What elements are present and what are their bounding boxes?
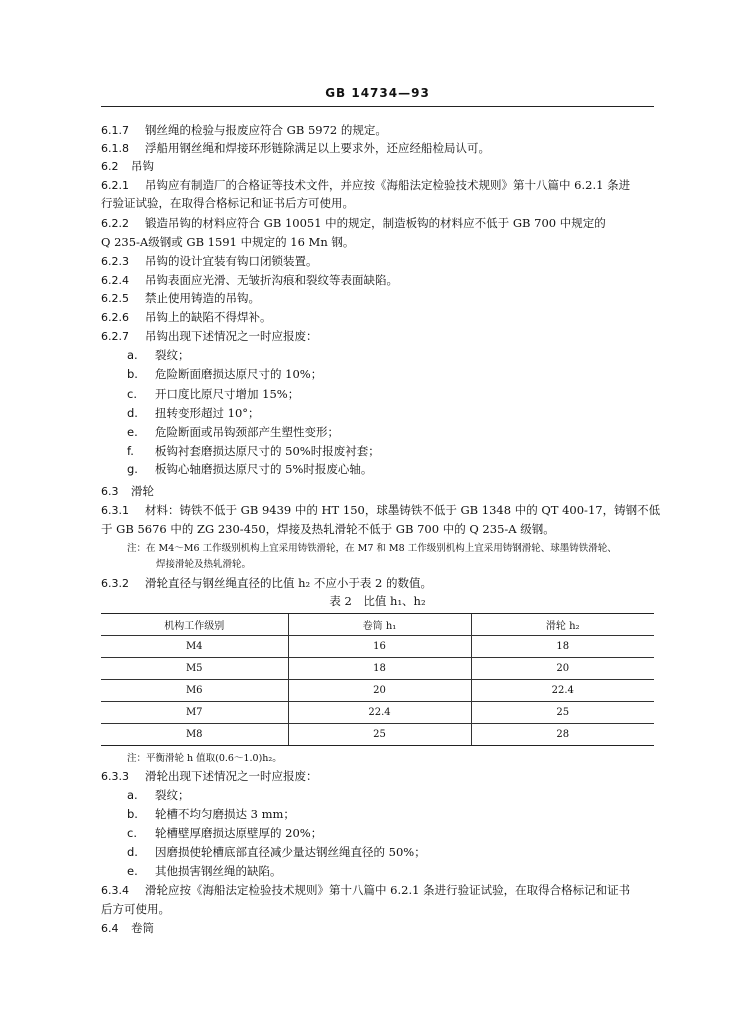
list-item-6-2-7-d: d. 扭转变形超过 10°；: [127, 406, 260, 420]
table-cell: 20: [471, 658, 654, 680]
clause-6-2-2-cont: Q 235-A级钢或 GB 1591 中规定的 16 Mn 钢。: [101, 235, 355, 249]
table-header-cell: 机构工作级别: [101, 614, 288, 636]
clause-6-3-1: 6.3.1 材料：铸铁不低于 GB 9439 中的 HT 150，球墨铸铁不低于 GB 1348 中的 QT 400-17，铸钢不低: [101, 503, 661, 517]
list-item-6-3-3-b: b. 轮槽不均匀磨损达 3 mm；: [127, 807, 295, 821]
header-rule: [101, 106, 654, 107]
list-item-6-2-7-f: f. 板钩衬套磨损达原尺寸的 50%时报废衬套；: [127, 444, 380, 458]
clause-6-2-1: 6.2.1 吊钩应有制造厂的合格证等技术文件，并应按《海船法定检验技术规则》第十八篇中 6.2.1 条进: [101, 178, 631, 192]
list-item-6-3-3-d: d. 因磨损使轮槽底部直径减少量达钢丝绳直径的 50%；: [127, 845, 426, 859]
table-2: [101, 613, 654, 746]
table-cell: 18: [471, 636, 654, 658]
table-cell: M6: [101, 680, 288, 702]
list-item-6-3-3-a: a. 裂纹；: [127, 788, 190, 802]
table-cell: 28: [471, 724, 654, 746]
list-item-6-3-3-c: c. 轮槽壁厚磨损达原壁厚的 20%；: [127, 826, 323, 840]
section-6-4-heading: 6.4 卷筒: [101, 921, 154, 935]
table-cell: 25: [288, 724, 471, 746]
table-row: [101, 702, 654, 724]
table-row: [101, 658, 654, 680]
table-cell: M7: [101, 702, 288, 724]
page-header-code: GB 14734—93: [325, 86, 430, 100]
clause-6-2-1-cont: 行验证试验，在取得合格标记和证书后方可使用。: [101, 196, 354, 210]
clause-6-1-8: 6.1.8 浮船用钢丝绳和焊接环形链除满足以上要求外，还应经船检局认可。: [101, 141, 490, 155]
table-cell: 18: [288, 658, 471, 680]
table-header-cell: 卷筒 h₁: [288, 614, 471, 636]
clause-6-2-2: 6.2.2 锻造吊钩的材料应符合 GB 10051 中的规定，制造板钩的材料应不低于 GB 700 中规定的: [101, 216, 606, 230]
clause-6-3-2: 6.3.2 滑轮直径与钢丝绳直径的比值 h₂ 不应小于表 2 的数值。: [101, 576, 432, 590]
table-cell: 20: [288, 680, 471, 702]
table-row: [101, 724, 654, 746]
clause-6-1-7: 6.1.7 钢丝绳的检验与报废应符合 GB 5972 的规定。: [101, 123, 387, 137]
clause-6-2-6: 6.2.6 吊钩上的缺陷不得焊补。: [101, 310, 272, 324]
clause-6-2-7: 6.2.7 吊钩出现下述情况之一时应报废：: [101, 329, 318, 343]
table-cell: 16: [288, 636, 471, 658]
table-row: [101, 636, 654, 658]
table-row: [101, 680, 654, 702]
table-2-note: 注：平衡滑轮 h 值取(0.6～1.0)h₂。: [127, 753, 282, 764]
clause-6-2-4: 6.2.4 吊钩表面应光滑、无皱折沟痕和裂纹等表面缺陷。: [101, 273, 398, 287]
note-6-3-1: 注：在 M4～M6 工作级别机构上宜采用铸铁滑轮，在 M7 和 M8 工作级别机构上宜采用铸钢滑轮、球墨铸铁滑轮、: [127, 543, 617, 554]
table-cell: 22.4: [471, 680, 654, 702]
table-header-cell: 滑轮 h₂: [471, 614, 654, 636]
clause-6-3-4-cont: 后方可使用。: [101, 902, 170, 916]
table-cell: M8: [101, 724, 288, 746]
list-item-6-3-3-e: e. 其他损害钢丝绳的缺陷。: [127, 864, 282, 878]
table-cell: M5: [101, 658, 288, 680]
clause-6-3-4: 6.3.4 滑轮应按《海船法定检验技术规则》第十八篇中 6.2.1 条进行验证试验，在取得合格标记和证书: [101, 883, 631, 897]
clause-6-2-5: 6.2.5 禁止使用铸造的吊钩。: [101, 291, 260, 305]
table-header-row: [101, 614, 654, 636]
list-item-6-2-7-b: b. 危险断面磨损达原尺寸的 10%；: [127, 367, 323, 381]
clause-6-3-3: 6.3.3 滑轮出现下述情况之一时应报废：: [101, 769, 318, 783]
section-6-2-heading: 6.2 吊钩: [101, 159, 154, 173]
note-6-3-1-cont: 焊接滑轮及热轧滑轮。: [156, 559, 252, 570]
section-6-3-heading: 6.3 滑轮: [101, 484, 154, 498]
table-cell: 25: [471, 702, 654, 724]
table-cell: 22.4: [288, 702, 471, 724]
table-cell: M4: [101, 636, 288, 658]
list-item-6-2-7-e: e. 危险断面或吊钩颈部产生塑性变形；: [127, 425, 339, 439]
list-item-6-2-7-a: a. 裂纹；: [127, 348, 190, 362]
table-2-caption: 表 2 比值 h₁、h₂: [329, 594, 426, 608]
clause-6-2-3: 6.2.3 吊钩的设计宜装有钩口闭锁装置。: [101, 254, 318, 268]
list-item-6-2-7-g: g. 板钩心轴磨损达原尺寸的 5%时报废心轴。: [127, 462, 373, 476]
list-item-6-2-7-c: c. 开口度比原尺寸增加 15%；: [127, 387, 300, 401]
clause-6-3-1-cont: 于 GB 5676 中的 ZG 230-450，焊接及热轧滑轮不低于 GB 700 中的 Q 235-A 级钢。: [101, 522, 555, 536]
